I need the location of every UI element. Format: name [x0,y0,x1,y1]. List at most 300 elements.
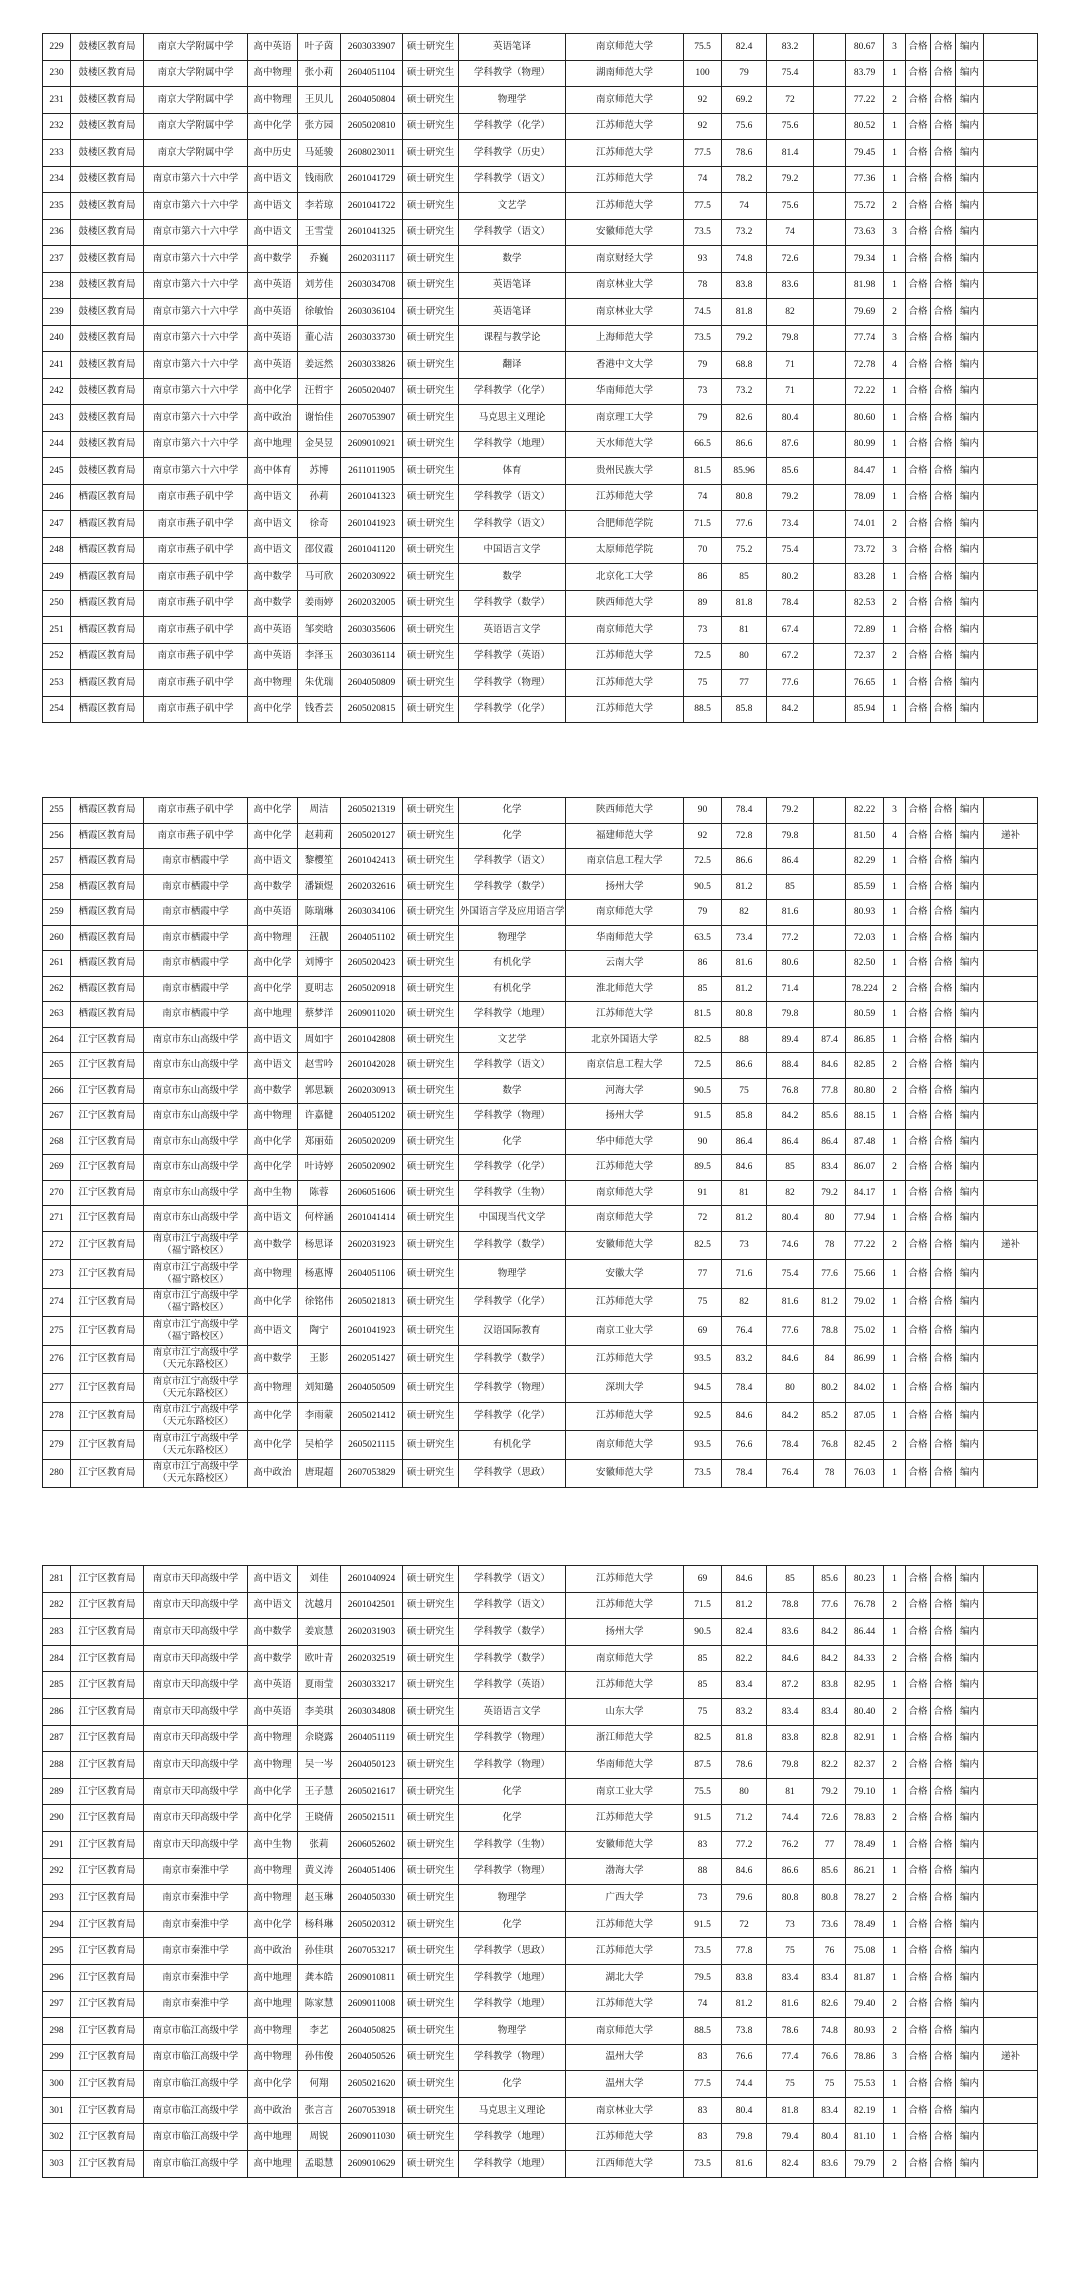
row-number: 254 [43,696,71,723]
degree-cell: 硕士研究生 [403,849,459,875]
table-row [43,823,1038,849]
subject-cell: 高中物理 [248,60,298,87]
row-number: 263 [43,1002,71,1028]
total-score: 81.87 [846,1964,884,1991]
exam-id: 2605020407 [341,378,403,405]
university-cell: 江苏师范大学 [566,2124,684,2151]
major-cell: 文艺学 [459,193,566,220]
rank-cell: 4 [884,823,906,849]
exam-id: 2601041722 [341,193,403,220]
row-number: 233 [43,140,71,167]
score-4: 78 [814,1231,846,1260]
result-cell-2: 合格 [931,1592,956,1619]
row-number: 229 [43,34,71,61]
score-2: 83.8 [722,1964,767,1991]
score-1: 88 [684,1858,722,1885]
row-number: 300 [43,2071,71,2098]
university-cell: 上海师范大学 [566,325,684,352]
staffing-cell: 编内 [956,1831,984,1858]
remark-cell [984,590,1038,617]
rank-cell: 1 [884,925,906,951]
school-cell: 南京市第六十六中学 [144,299,248,326]
staffing-cell: 编内 [956,1938,984,1965]
score-1: 70 [684,537,722,564]
score-1: 69 [684,1566,722,1593]
remark-cell [984,1752,1038,1779]
degree-cell: 硕士研究生 [403,1938,459,1965]
degree-cell: 硕士研究生 [403,2018,459,2045]
candidate-name: 马可欣 [298,564,341,591]
remark-cell [984,1566,1038,1593]
score-2: 72.8 [722,823,767,849]
school-cell: 南京市东山高级中学 [144,1053,248,1079]
subject-cell: 高中化学 [248,976,298,1002]
score-1: 83 [684,2124,722,2151]
row-number: 237 [43,246,71,273]
staffing-cell: 编内 [956,2018,984,2045]
staffing-cell: 编内 [956,431,984,458]
bureau-cell: 栖霞区教育局 [71,849,144,875]
school-cell: 南京市天印高级中学 [144,1645,248,1672]
score-4: 81.2 [814,1288,846,1317]
school-cell: 南京市临江高级中学 [144,2097,248,2124]
table-row [43,325,1038,352]
result-cell-2: 合格 [931,1104,956,1130]
candidate-name: 黄义涛 [298,1858,341,1885]
table-row [43,1402,1038,1431]
rank-cell: 1 [884,1345,906,1374]
remark-cell [984,352,1038,379]
university-cell: 江苏师范大学 [566,670,684,697]
degree-cell: 硕士研究生 [403,219,459,246]
subject-cell: 高中地理 [248,431,298,458]
staffing-cell: 编内 [956,2124,984,2151]
major-cell: 学科教学（数学） [459,874,566,900]
result-cell-1: 合格 [906,1078,931,1104]
row-number: 259 [43,900,71,926]
bureau-cell: 江宁区教育局 [71,1964,144,1991]
candidate-name: 马延骏 [298,140,341,167]
result-cell-1: 合格 [906,299,931,326]
table-row [43,1566,1038,1593]
staffing-cell: 编内 [956,1805,984,1832]
score-4 [814,1002,846,1028]
major-cell: 文艺学 [459,1027,566,1053]
bureau-cell: 栖霞区教育局 [71,564,144,591]
school-cell: 南京市秦淮中学 [144,1991,248,2018]
total-score: 82.50 [846,951,884,977]
row-number: 301 [43,2097,71,2124]
total-score: 76.03 [846,1459,884,1488]
staffing-cell: 编内 [956,378,984,405]
degree-cell: 硕士研究生 [403,1129,459,1155]
score-2: 81.6 [722,2151,767,2178]
degree-cell: 硕士研究生 [403,1002,459,1028]
university-cell: 扬州大学 [566,1104,684,1130]
exam-id: 2604050526 [341,2044,403,2071]
result-cell-2: 合格 [931,2124,956,2151]
staffing-cell: 编内 [956,1991,984,2018]
result-cell-1: 合格 [906,1459,931,1488]
school-cell: 南京市第六十六中学 [144,352,248,379]
remark-cell [984,2018,1038,2045]
school-cell: 南京市栖霞中学 [144,900,248,926]
score-2: 82.4 [722,1619,767,1646]
table-row [43,1104,1038,1130]
result-cell-1: 合格 [906,87,931,114]
school-cell: 南京市江宁高级中学（天元东路校区） [144,1402,248,1431]
total-score: 82.91 [846,1725,884,1752]
subject-cell: 高中英语 [248,617,298,644]
school-cell: 南京市天印高级中学 [144,1805,248,1832]
subject-cell: 高中物理 [248,2044,298,2071]
candidate-name: 何翔 [298,2071,341,2098]
row-number: 281 [43,1566,71,1593]
score-1: 75.5 [684,1778,722,1805]
score-3: 80.4 [767,1206,814,1232]
staffing-cell: 编内 [956,1260,984,1289]
result-cell-1: 合格 [906,1402,931,1431]
row-number: 253 [43,670,71,697]
total-score: 86.44 [846,1619,884,1646]
result-cell-1: 合格 [906,272,931,299]
university-cell: 安徽大学 [566,1260,684,1289]
major-cell: 英语笔译 [459,272,566,299]
exam-id: 2602051427 [341,1345,403,1374]
candidate-name: 夏雨莹 [298,1672,341,1699]
score-4 [814,925,846,951]
bureau-cell: 栖霞区教育局 [71,643,144,670]
score-2: 74.4 [722,2071,767,2098]
rank-cell: 1 [884,458,906,485]
university-cell: 香港中文大学 [566,352,684,379]
remark-cell [984,272,1038,299]
staffing-cell: 编内 [956,1374,984,1403]
university-cell: 合肥师范学院 [566,511,684,538]
school-cell: 南京市燕子矶中学 [144,537,248,564]
result-cell-1: 合格 [906,900,931,926]
candidate-name: 徐铭伟 [298,1288,341,1317]
score-1: 73.5 [684,219,722,246]
exam-id: 2602032005 [341,590,403,617]
exam-id: 2604051104 [341,60,403,87]
remark-cell [984,458,1038,485]
score-3: 87.6 [767,431,814,458]
table-row [43,670,1038,697]
rank-cell: 1 [884,617,906,644]
score-4: 83.4 [814,1155,846,1181]
subject-cell: 高中语文 [248,537,298,564]
score-3: 82 [767,1180,814,1206]
major-cell: 学科教学（物理） [459,1374,566,1403]
staffing-cell: 编内 [956,1317,984,1346]
score-2: 86.6 [722,1053,767,1079]
result-cell-1: 合格 [906,1964,931,1991]
result-cell-1: 合格 [906,564,931,591]
score-1: 87.5 [684,1752,722,1779]
total-score: 72.22 [846,378,884,405]
remark-cell [984,537,1038,564]
major-cell: 化学 [459,2071,566,2098]
remark-cell [984,431,1038,458]
rank-cell: 1 [884,564,906,591]
staffing-cell: 编内 [956,1698,984,1725]
school-cell: 南京市临江高级中学 [144,2071,248,2098]
score-1: 88.5 [684,2018,722,2045]
bureau-cell: 江宁区教育局 [71,2151,144,2178]
degree-cell: 硕士研究生 [403,1964,459,1991]
candidate-name: 周洁 [298,798,341,824]
result-cell-2: 合格 [931,1180,956,1206]
degree-cell: 硕士研究生 [403,1672,459,1699]
rank-cell: 1 [884,2071,906,2098]
table-row [43,1752,1038,1779]
score-3: 77.6 [767,670,814,697]
major-cell: 学科教学（物理） [459,1858,566,1885]
score-4: 83.4 [814,1698,846,1725]
score-4 [814,60,846,87]
exam-id: 2603036104 [341,299,403,326]
bureau-cell: 江宁区教育局 [71,1911,144,1938]
row-number: 265 [43,1053,71,1079]
score-2: 80.8 [722,1002,767,1028]
staffing-cell: 编内 [956,590,984,617]
rank-cell: 1 [884,60,906,87]
result-cell-1: 合格 [906,1566,931,1593]
staffing-cell: 编内 [956,1027,984,1053]
table-row [43,1231,1038,1260]
result-cell-2: 合格 [931,87,956,114]
score-1: 82.5 [684,1231,722,1260]
subject-cell: 高中化学 [248,696,298,723]
subject-cell: 高中化学 [248,1288,298,1317]
degree-cell: 硕士研究生 [403,325,459,352]
table-row [43,299,1038,326]
school-cell: 南京市燕子矶中学 [144,670,248,697]
subject-cell: 高中化学 [248,823,298,849]
school-cell: 南京市燕子矶中学 [144,564,248,591]
table-row [43,272,1038,299]
bureau-cell: 江宁区教育局 [71,1698,144,1725]
remark-cell [984,1345,1038,1374]
university-cell: 贵州民族大学 [566,458,684,485]
university-cell: 南京师范大学 [566,617,684,644]
result-cell-1: 合格 [906,1778,931,1805]
exam-id: 2603034708 [341,272,403,299]
candidate-name: 刘知璐 [298,1374,341,1403]
score-4: 85.6 [814,1858,846,1885]
score-1: 91.5 [684,1911,722,1938]
degree-cell: 硕士研究生 [403,1911,459,1938]
score-4: 87.4 [814,1027,846,1053]
exam-id: 2607053918 [341,2097,403,2124]
row-number: 269 [43,1155,71,1181]
result-cell-1: 合格 [906,166,931,193]
subject-cell: 高中生物 [248,1831,298,1858]
subject-cell: 高中英语 [248,272,298,299]
score-2: 83.4 [722,1672,767,1699]
school-cell: 南京市江宁高级中学（福宁路校区） [144,1260,248,1289]
result-cell-2: 合格 [931,166,956,193]
score-4 [814,431,846,458]
school-cell: 南京市临江高级中学 [144,2151,248,2178]
table-row [43,484,1038,511]
school-cell: 南京市天印高级中学 [144,1592,248,1619]
school-cell: 南京市东山高级中学 [144,1206,248,1232]
exam-id: 2609010629 [341,2151,403,2178]
score-2: 80 [722,1778,767,1805]
university-cell: 江苏师范大学 [566,166,684,193]
score-1: 74 [684,484,722,511]
total-score: 82.85 [846,1053,884,1079]
table-row [43,1964,1038,1991]
result-cell-2: 合格 [931,140,956,167]
score-4 [814,617,846,644]
row-number: 266 [43,1078,71,1104]
university-cell: 南京林业大学 [566,272,684,299]
total-score: 81.50 [846,823,884,849]
score-3: 80 [767,1374,814,1403]
table-row [43,1938,1038,1965]
row-number: 289 [43,1778,71,1805]
major-cell: 学科教学（物理） [459,1104,566,1130]
remark-cell [984,1619,1038,1646]
result-cell-1: 合格 [906,590,931,617]
remark-cell [984,1459,1038,1488]
staffing-cell: 编内 [956,484,984,511]
bureau-cell: 江宁区教育局 [71,1104,144,1130]
result-cell-1: 合格 [906,511,931,538]
degree-cell: 硕士研究生 [403,299,459,326]
staffing-cell: 编内 [956,219,984,246]
major-cell: 数学 [459,246,566,273]
score-2: 77.8 [722,1938,767,1965]
staffing-cell: 编内 [956,951,984,977]
score-2: 80.4 [722,2097,767,2124]
table-row [43,60,1038,87]
subject-cell: 高中语文 [248,1206,298,1232]
score-1: 73 [684,1885,722,1912]
score-3: 89.4 [767,1027,814,1053]
score-2: 88 [722,1027,767,1053]
result-cell-2: 合格 [931,1374,956,1403]
bureau-cell: 鼓楼区教育局 [71,219,144,246]
score-2: 84.6 [722,1402,767,1431]
major-cell: 有机化学 [459,1431,566,1460]
score-3: 78.6 [767,2018,814,2045]
row-number: 299 [43,2044,71,2071]
score-2: 79.8 [722,2124,767,2151]
bureau-cell: 江宁区教育局 [71,1778,144,1805]
rank-cell: 1 [884,1206,906,1232]
score-1: 92 [684,823,722,849]
exam-id: 2605021617 [341,1778,403,1805]
total-score: 80.93 [846,2018,884,2045]
candidate-name: 张小莉 [298,60,341,87]
total-score: 77.22 [846,1231,884,1260]
university-cell: 浙江师范大学 [566,1725,684,1752]
staffing-cell: 编内 [956,299,984,326]
major-cell: 物理学 [459,2018,566,2045]
result-cell-2: 合格 [931,1155,956,1181]
result-cell-2: 合格 [931,1645,956,1672]
score-2: 86.4 [722,1129,767,1155]
remark-cell [984,1698,1038,1725]
exam-id: 2604050809 [341,670,403,697]
staffing-cell: 编内 [956,87,984,114]
score-3: 76.4 [767,1459,814,1488]
candidate-name: 李雨蒙 [298,1402,341,1431]
result-cell-2: 合格 [931,670,956,697]
school-cell: 南京市第六十六中学 [144,219,248,246]
subject-cell: 高中化学 [248,378,298,405]
exam-id: 2603033730 [341,325,403,352]
table-row [43,113,1038,140]
table-row [43,1672,1038,1699]
exam-id: 2601042413 [341,849,403,875]
bureau-cell: 鼓楼区教育局 [71,458,144,485]
total-score: 80.67 [846,34,884,61]
exam-id: 2603036114 [341,643,403,670]
total-score: 87.05 [846,1402,884,1431]
staffing-cell: 编内 [956,2044,984,2071]
remark-cell [984,1991,1038,2018]
major-cell: 学科教学（语文） [459,511,566,538]
result-cell-2: 合格 [931,352,956,379]
staffing-cell: 编内 [956,1345,984,1374]
score-4 [814,849,846,875]
major-cell: 学科教学（语文） [459,849,566,875]
subject-cell: 高中语文 [248,849,298,875]
staffing-cell: 编内 [956,1858,984,1885]
result-cell-1: 合格 [906,113,931,140]
total-score: 79.10 [846,1778,884,1805]
school-cell: 南京市栖霞中学 [144,925,248,951]
score-2: 86.6 [722,431,767,458]
total-score: 87.48 [846,1129,884,1155]
candidate-name: 邹奕晗 [298,617,341,644]
staffing-cell: 编内 [956,643,984,670]
major-cell: 学科教学（物理） [459,1725,566,1752]
result-cell-1: 合格 [906,696,931,723]
rank-cell: 1 [884,1459,906,1488]
staffing-cell: 编内 [956,458,984,485]
university-cell: 广西大学 [566,1885,684,1912]
score-1: 73 [684,378,722,405]
score-2: 81.8 [722,1725,767,1752]
subject-cell: 高中语文 [248,1053,298,1079]
score-2: 86.6 [722,849,767,875]
score-2: 82 [722,1288,767,1317]
row-number: 282 [43,1592,71,1619]
staffing-cell: 编内 [956,34,984,61]
subject-cell: 高中物理 [248,1104,298,1130]
major-cell: 学科教学（思政） [459,1938,566,1965]
row-number: 234 [43,166,71,193]
score-3: 75.6 [767,193,814,220]
bureau-cell: 江宁区教育局 [71,1805,144,1832]
score-1: 79 [684,900,722,926]
subject-cell: 高中英语 [248,1672,298,1699]
score-1: 89 [684,590,722,617]
bureau-cell: 江宁区教育局 [71,1231,144,1260]
staffing-cell: 编内 [956,1672,984,1699]
school-cell: 南京市江宁高级中学（福宁路校区） [144,1288,248,1317]
score-3: 71 [767,378,814,405]
major-cell: 英语笔译 [459,299,566,326]
staffing-cell: 编内 [956,1964,984,1991]
bureau-cell: 鼓楼区教育局 [71,193,144,220]
